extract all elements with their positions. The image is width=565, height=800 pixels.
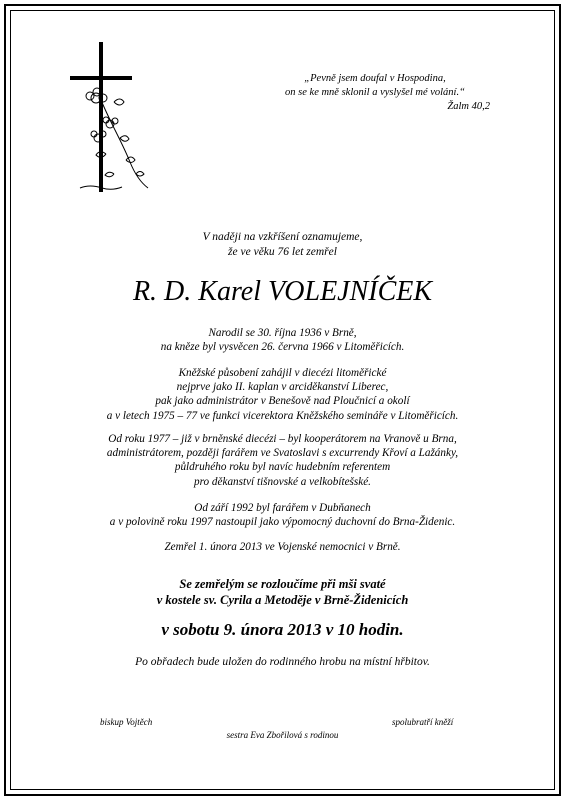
bio-line: Zemřel 1. února 2013 ve Vojenské nemocnici v Brně.: [164, 541, 401, 553]
farewell-mass: [20, 577, 545, 608]
cross-with-flowers-icon: [70, 42, 160, 192]
bio-line: na kněze byl vysvěcen 26. června 1966 v Litoměřicích.: [160, 341, 405, 354]
signature-middle: sestra Eva Zbořilová s rodinou: [226, 730, 339, 740]
motto-reference: Žalm 40,2: [447, 101, 490, 112]
motto-quote: [260, 72, 490, 114]
bio-line: pak jako administrátor v Benešově nad Ploučnicí a okolí: [155, 395, 410, 408]
announcement-line-1: V naději na vzkříšení oznamujeme,: [202, 231, 363, 243]
biography-paragraph-4: [20, 501, 545, 529]
bio-line: administrátorem, později farářem ve Svatoslavi s excurrendy Křoví a Lažánky,: [106, 447, 459, 460]
signature-right: spolubratří kněží: [392, 717, 454, 727]
bio-line: Od roku 1977 – již v brněnské diecézi – byl kooperátorem na Vranově u Brna,: [108, 433, 457, 445]
signature-left: biskup Vojtěch: [100, 717, 153, 727]
bio-line: půldruhého roku byl navíc hudebním referentem: [174, 461, 391, 474]
motto-line-2: on se ke mně sklonil a vyslyšel mé volání.“: [285, 87, 465, 98]
announcement-line-2: že ve věku 76 let zemřel: [228, 246, 337, 258]
bio-line: a v polovině roku 1997 nastoupil jako výpomocný duchovní do Brna-Židenic.: [109, 516, 456, 529]
burial-note: Po obřadech bude uložen do rodinného hrobu na místní hřbitov.: [135, 656, 430, 668]
biography-paragraph-2: [20, 366, 545, 423]
motto-line-1: „Pevně jsem doufal v Hospodina,: [304, 73, 446, 84]
bio-line: a v letech 1975 – 77 ve funkci vicerektora Kněžského semináře v Litoměřicích.: [106, 409, 459, 422]
bio-line: nejprve jako II. kaplan v arciděkanství Liberec,: [176, 381, 389, 394]
biography-paragraph-1: [20, 326, 545, 354]
announcement: [20, 230, 545, 260]
deceased-name: R. D. Karel VOLEJNÍČEK: [132, 276, 433, 307]
farewell-line-2: v kostele sv. Cyrila a Metoděje v Brně-Židenicích: [156, 592, 409, 607]
bio-line: Narodil se 30. října 1936 v Brně,: [208, 327, 357, 339]
bio-line: Kněžské působení zahájil v diecézi litoměřické: [178, 367, 387, 379]
bio-line: Od září 1992 byl farářem v Dubňanech: [194, 502, 371, 514]
biography-paragraph-3: [20, 432, 545, 489]
funeral-date: v sobotu 9. února 2013 v 10 hodin.: [161, 620, 404, 639]
bio-line: pro děkanství tišnovské a velkobítešské.: [194, 475, 371, 488]
farewell-line-1: Se zemřelým se rozloučíme při mši svaté: [179, 577, 386, 591]
biography-paragraph-5: [20, 540, 545, 554]
